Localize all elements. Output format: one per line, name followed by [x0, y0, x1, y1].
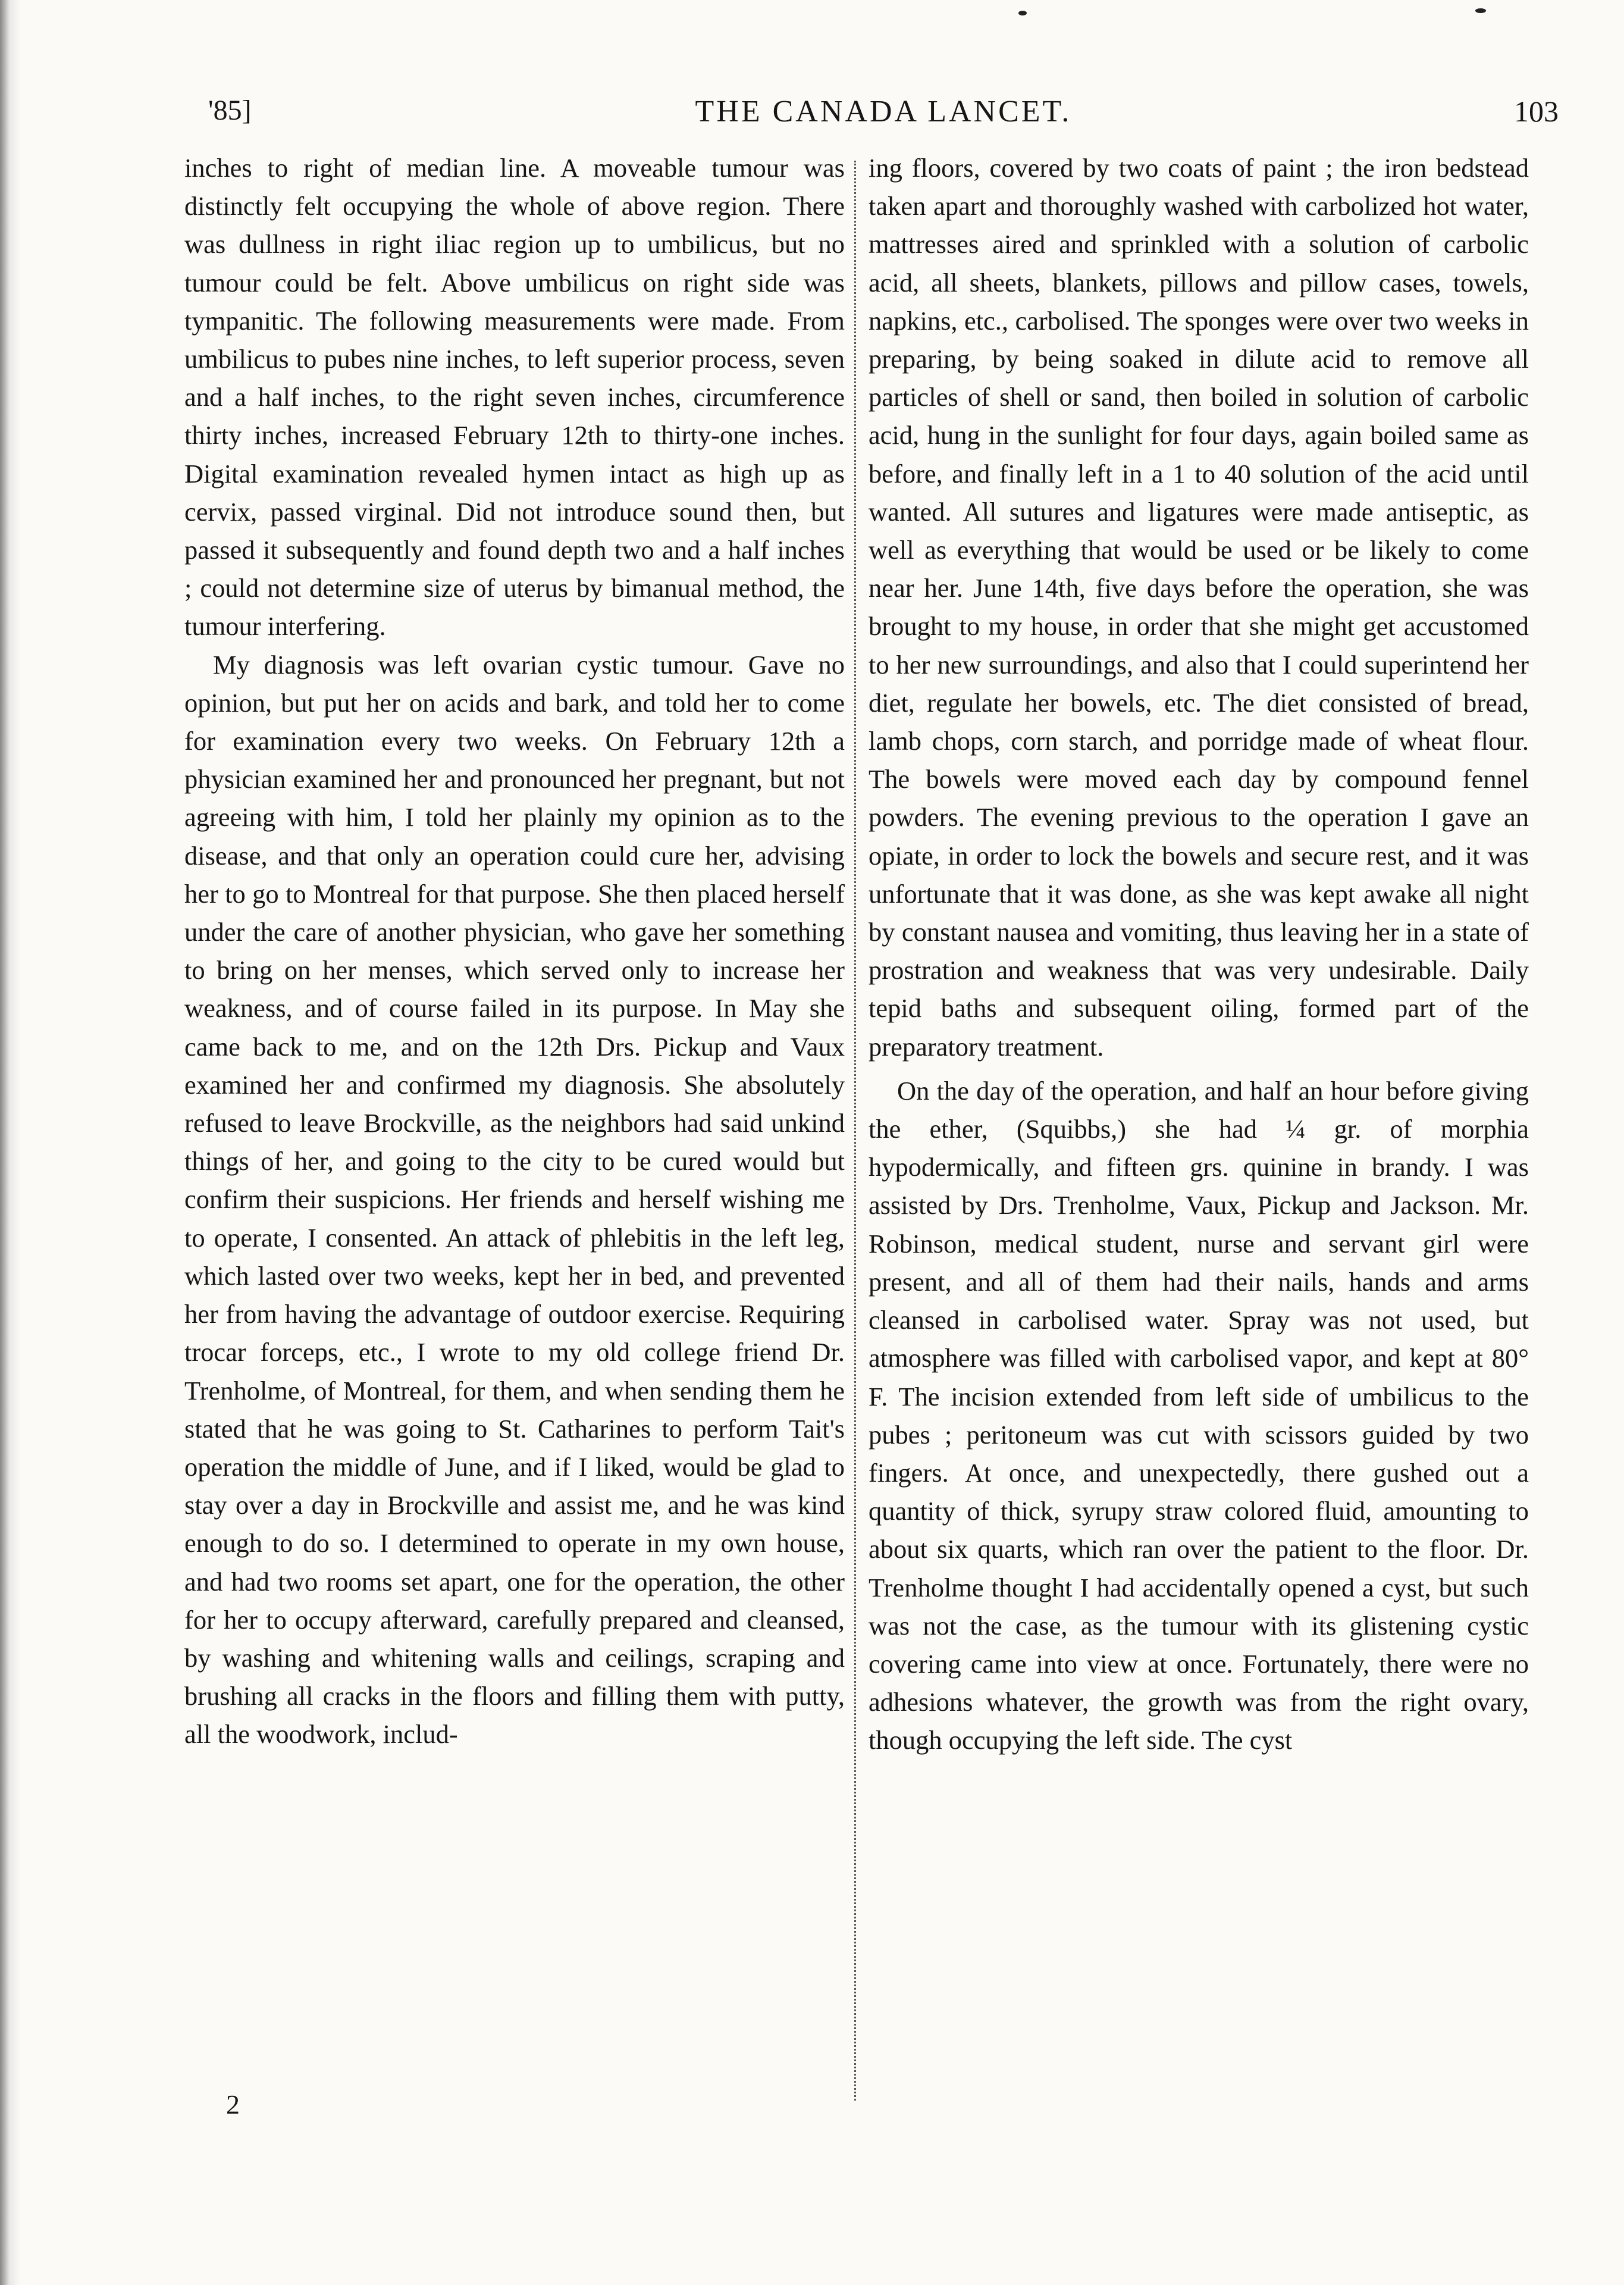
- column-divider: [854, 161, 856, 2101]
- ink-speck: [1475, 8, 1486, 13]
- paragraph: ing floors, covered by two coats of paint ; the iron bedstead taken apart and thoroughly washed with carbolized hot water, mattresses aired and sprinkled with a solution of carbolic acid, all sheets, blankets, pillows and pillow cases, towels, napkins, etc., carbolised. The sponges were over two weeks in preparing, by being soaked in dilute acid to remove all particles of shell or sand, then boiled in solution of carbolic acid, hung in the sunlight for four days, again boiled same as before, and finally left in a 1 to 40 solution of the acid until wanted. All sutures and ligatures were made antiseptic, as well as everything that would be used or be likely to come near her. June 14th, five days before the operation, she was brought to my house, in order that she might get accustomed to her new surroundings, and also that I could superintend her diet, regulate her bowels, etc. The diet consisted of bread, lamb chops, corn starch, and porridge made of wheat flour. The bowels were moved each day by compound fennel powders. The evening previous to the operation I gave an opiate, in order to lock the bowels and secure rest, and it was unfortunate that it was done, as she was kept awake all night by constant nausea and vomiting, thus leaving her in a state of prostration and weakness that was very undesirable. Daily tepid baths and subsequent oiling, formed part of the preparatory treatment.: [869, 153, 1529, 1062]
- running-title: THE CANADA LANCET.: [695, 95, 1072, 129]
- paragraph: My diagnosis was left ovarian cystic tumour. Gave no opinion, but put her on acids and bark, and told her to come for examination every two weeks. On February 12th a physician examined her and pronounced her pregnant, but not agreeing with him, I told her plainly my opinion as to the disease, and that only an operation could cure her, advising her to go to Montreal for that purpose. She then placed herself under the care of another physician, who gave her something to bring on her menses, which served only to increase her weakness, and of course failed in its purpose. In May she came back to me, and on the 12th Drs. Pickup and Vaux examined her and confirmed my diagnosis. She absolutely refused to leave Brockville, as the neighbors had said unkind things of her, and going to the city to be cured would but confirm their suspicions. Her friends and herself wishing me to operate, I consented. An attack of phlebitis in the left leg, which lasted over two weeks, kept her in bed, and prevented her from having the advantage of outdoor exercise. Requiring trocar forceps, etc., I wrote to my old college friend Dr. Trenholme, of Montreal, for them, and when sending them he stated that he was going to St. Catharines to perform Tait's operation the middle of June, and if I liked, would be glad to stay over a day in Brockville and assist me, and he was kind enough to do so. I determined to operate in my own house, and had two rooms set apart, one for the operation, the other for her to occupy afterward, carefully prepared and cleansed, by washing and whitening walls and ceilings, scraping and brushing all cracks in the floors and filling them with putty, all the woodwork, includ-: [184, 649, 845, 1749]
- paragraph: On the day of the operation, and half an hour before giving the ether, (Squibbs,) she had ¼ gr. of morphia hypodermically, and fifteen grs. quinine in brandy. I was assisted by Drs. Trenholme, Vaux, Pickup and Jackson. Mr. Robinson, medical student, nurse and servant girl were present, and all of them had their nails, hands and arms cleansed in carbolised water. Spray was not used, but atmosphere was filled with carbolised vapor, and kept at 80° F. The incision extended from left side of umbilicus to the pubes ; peritoneum was cut with scissors guided by two fingers. At once, and unexpectedly, there gushed out a quantity of thick, syrupy straw colored fluid, amounting to about six quarts, which ran over the patient to the floor. Dr. Trenholme thought I had accidentally opened a cyst, but such was not the case, as the tumour with its glistening cystic covering came into view at once. Fortunately, there were no adhesions whatever, the growth was from the right ovary, though occupying the left side. The cyst: [869, 1075, 1529, 1755]
- signature-mark: 2: [226, 2089, 240, 2120]
- page-number: 103: [1514, 95, 1559, 128]
- paragraph: inches to right of median line. A moveable tumour was distinctly felt occupying the whole of above region. There was dullness in right iliac region up to umbilicus, but no tumour could be felt. Above umbilicus on right side was tympanitic. The following measurements were made. From umbilicus to pubes nine inches, to left superior process, seven and a half inches, to the right seven inches, circumference thirty inches, increased February 12th to thirty-one inches. Digital examination revealed hymen intact as high up as cervix, passed virginal. Did not introduce sound then, but passed it subsequently and found depth two and a half inches ; could not determine size of uterus by bimanual method, the tumour interfering.: [184, 153, 845, 641]
- left-column: [184, 149, 845, 1754]
- page-header: [208, 89, 1559, 143]
- right-column: [869, 149, 1529, 1760]
- binding-edge: [0, 0, 20, 2285]
- header-folio-left: '85]: [208, 95, 252, 126]
- ink-speck: [1018, 11, 1027, 15]
